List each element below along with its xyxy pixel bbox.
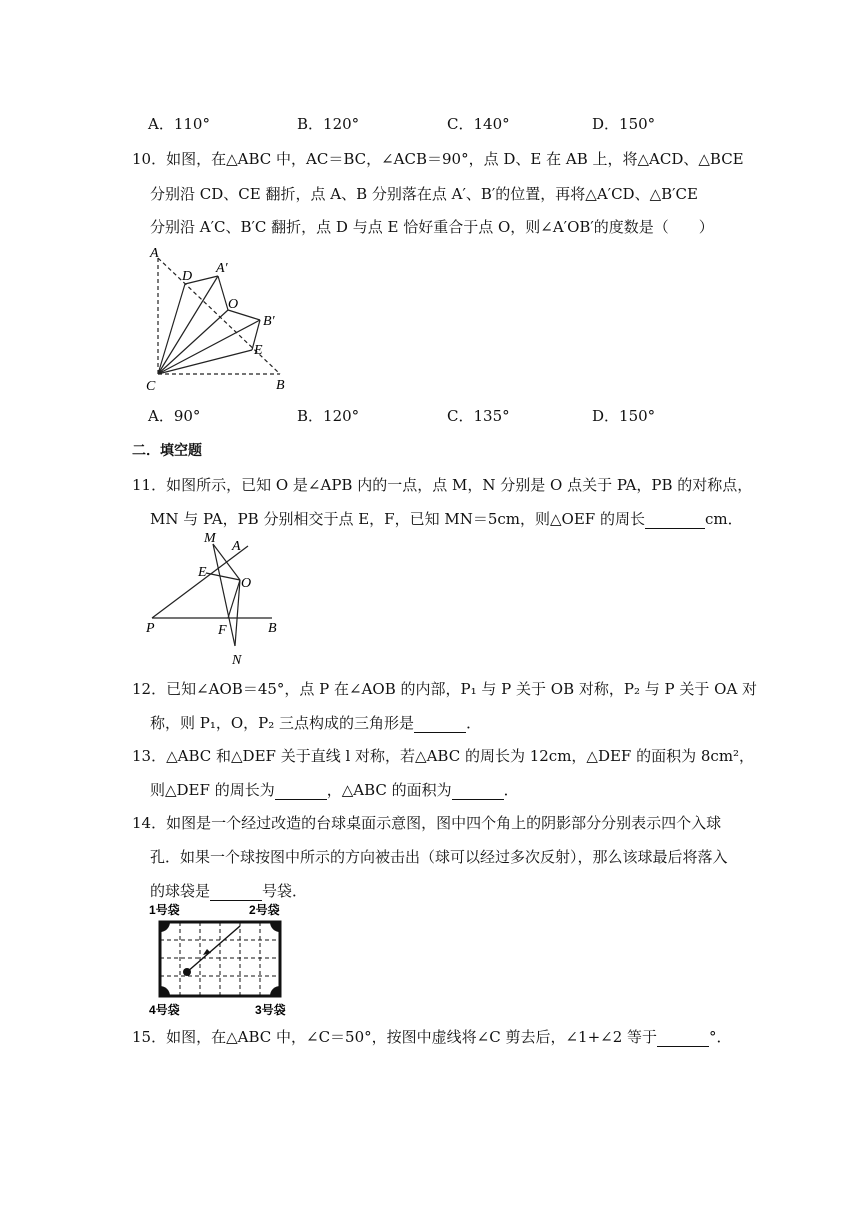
q15-answer-blank[interactable] xyxy=(657,1028,709,1047)
q10-figure xyxy=(140,240,300,395)
q10-line-3: 分别沿 A′C、B′C 翻折，点 D 与点 E 恰好重合于点 O，则∠A′OB′的度数是（ ） xyxy=(150,218,714,236)
q10-text-1: 如图，在△ABC 中，AC＝BC，∠ACB＝90°，点 D、E 在 AB 上，将△ACD、△BCE xyxy=(166,150,744,168)
q14-pocket-2: 2号袋 xyxy=(249,903,280,917)
q15-number: 15． xyxy=(132,1028,167,1046)
q11-number: 11． xyxy=(132,476,167,494)
q13-text-2c: ． xyxy=(503,781,519,799)
q14-pocket-3: 3号袋 xyxy=(255,1003,286,1017)
q14-text-3a: 的球袋是 xyxy=(150,882,211,900)
q13-perimeter-blank[interactable] xyxy=(275,781,327,800)
q12-text-2a: 称，则 P₁，O，P₂ 三点构成的三角形是 xyxy=(150,714,415,732)
q10-label-e: E xyxy=(254,343,263,358)
q12-line-1 xyxy=(132,678,757,699)
q11-answer-blank[interactable] xyxy=(645,510,705,529)
q12-line-2 xyxy=(150,712,481,733)
q13-line-1 xyxy=(132,745,754,766)
q10-option-c: C．135° xyxy=(447,407,510,425)
q15-text-1a: 如图，在△ABC 中，∠C＝50°，按图中虚线将∠C 剪去后，∠1+∠2 等于 xyxy=(166,1028,658,1046)
q14-pocket-1: 1号袋 xyxy=(149,903,180,917)
q11-label-f: F xyxy=(218,623,227,638)
q9-option-a: A．110° xyxy=(148,115,210,133)
q11-label-o: O xyxy=(241,576,252,591)
q14-line-2: 孔．如果一个球按图中所示的方向被击出（球可以经过多次反射），那么该球最后将落入 xyxy=(150,848,728,866)
q10-label-a: A xyxy=(150,246,159,261)
q14-pocket-4: 4号袋 xyxy=(149,1003,180,1017)
q11-label-e: E xyxy=(198,565,207,580)
q10-option-d: D．150° xyxy=(592,407,656,425)
q10-option-a: A．90° xyxy=(148,407,201,425)
q15-line-1 xyxy=(132,1026,732,1047)
q14-answer-blank[interactable] xyxy=(210,882,262,901)
q10-label-b: B xyxy=(276,378,285,393)
q10-label-a-prime: A′ xyxy=(216,261,228,276)
q9-option-d: D．150° xyxy=(592,115,656,133)
q9-option-b: B．120° xyxy=(297,115,360,133)
q12-text-2b: ． xyxy=(466,714,482,732)
q10-label-o: O xyxy=(228,297,239,312)
q14-line-3 xyxy=(150,880,307,901)
q14-figure xyxy=(145,900,300,1018)
q12-answer-blank[interactable] xyxy=(414,714,466,733)
q13-area-blank[interactable] xyxy=(452,781,504,800)
q13-text-2b: ，△ABC 的面积为 xyxy=(326,781,452,799)
q14-line-1 xyxy=(132,812,721,833)
q13-text-1: △ABC 和△DEF 关于直线 l 对称，若△ABC 的周长为 12cm，△DEF 的面积为 8cm²， xyxy=(166,747,755,765)
q14-text-3b: 号袋． xyxy=(262,882,308,900)
section-heading: 二．填空题 xyxy=(132,443,202,459)
q11-line-1 xyxy=(132,474,752,495)
q11-label-a: A xyxy=(232,539,241,554)
q10-label-c: C xyxy=(146,379,156,394)
q11-text-2b: cm． xyxy=(704,510,743,528)
q13-line-2 xyxy=(150,779,519,800)
q11-label-p: P xyxy=(146,621,155,636)
q15-text-1b: °． xyxy=(709,1028,732,1046)
q10-option-b: B．120° xyxy=(297,407,360,425)
q14-text-1: 如图是一个经过改造的台球桌面示意图，图中四个角上的阴影部分分别表示四个入球 xyxy=(166,814,722,832)
q11-line-2 xyxy=(150,508,743,529)
q14-ball xyxy=(183,968,191,976)
q10-line-1 xyxy=(132,148,744,169)
q12-text-1: 已知∠AOB＝45°，点 P 在∠AOB 的内部，P₁ 与 P 关于 OB 对称，P₂ 与 P 关于 OA 对 xyxy=(166,680,758,698)
q11-figure xyxy=(140,528,290,668)
q10-line-2: 分别沿 CD、CE 翻折，点 A、B 分别落在点 A′、B′的位置，再将△A′CD、△B′CE xyxy=(150,185,698,203)
q11-text-2a: MN 与 PA，PB 分别相交于点 E，F，已知 MN＝5cm，则△OEF 的周长 xyxy=(150,510,645,528)
q11-label-n: N xyxy=(232,653,242,668)
q13-text-2a: 则△DEF 的周长为 xyxy=(150,781,275,799)
q14-number: 14． xyxy=(132,814,167,832)
q10-number: 10． xyxy=(132,150,167,168)
q12-number: 12． xyxy=(132,680,167,698)
q11-label-b: B xyxy=(268,621,277,636)
q10-label-d: D xyxy=(182,269,193,284)
q11-label-m: M xyxy=(204,531,216,546)
q11-text-1: 如图所示，已知 O 是∠APB 内的一点，点 M，N 分别是 O 点关于 PA，PB 的对称点， xyxy=(166,476,753,494)
q9-option-c: C．140° xyxy=(447,115,510,133)
q10-label-b-prime: B′ xyxy=(263,314,275,329)
q13-number: 13． xyxy=(132,747,167,765)
